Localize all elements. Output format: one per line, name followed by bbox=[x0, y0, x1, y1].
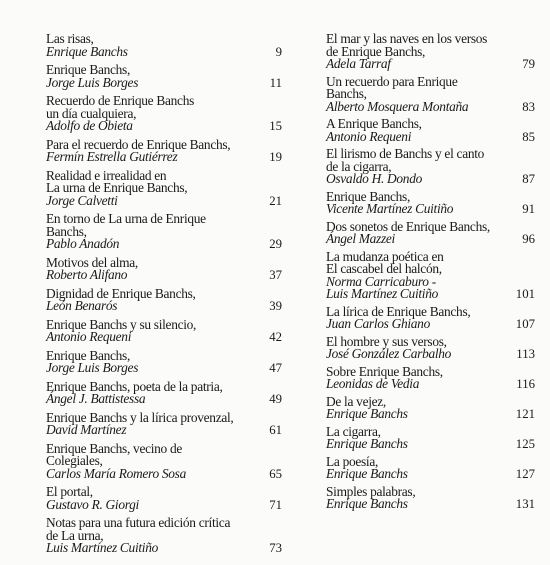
entry-author: Ángel J. Battistessa bbox=[46, 391, 146, 406]
entry-page-number: 121 bbox=[515, 407, 535, 421]
toc-entry bbox=[46, 33, 282, 58]
entry-page-number: 73 bbox=[269, 541, 282, 555]
entry-page-number: 127 bbox=[515, 467, 535, 481]
entry-title: En torno de La urna de Enrique Banchs, bbox=[46, 211, 206, 239]
toc-entry bbox=[46, 285, 282, 313]
toc-entry bbox=[46, 347, 282, 375]
toc-entry bbox=[46, 378, 282, 406]
left-column bbox=[46, 33, 282, 555]
entry-title: La lírica de Enrique Banchs, bbox=[326, 303, 471, 319]
toc-entry bbox=[46, 409, 282, 437]
toc-entry bbox=[326, 118, 535, 143]
entry-page-number: 83 bbox=[522, 99, 535, 114]
toc-entry bbox=[326, 393, 535, 421]
entry-title: Enrique Banchs, vecino de Colegiales, bbox=[46, 440, 183, 468]
entry-page-number: 61 bbox=[269, 423, 282, 437]
entry-author: Luis Martínez Cuitiño bbox=[46, 540, 158, 555]
entry-author: Antonio Requeni bbox=[326, 128, 412, 144]
toc-entry bbox=[326, 453, 535, 481]
entry-title: La cigarra, bbox=[326, 423, 381, 439]
entry-title: Enrique Banchs y la lírica provenzal, bbox=[46, 409, 234, 425]
toc-entry bbox=[46, 136, 282, 164]
entry-author: Enrique Banchs bbox=[326, 436, 408, 451]
entry-page-number: 47 bbox=[269, 361, 282, 375]
entry-page-number: 65 bbox=[269, 466, 282, 481]
entry-author: Enrique Banchs bbox=[46, 43, 128, 59]
entry-page-number: 107 bbox=[515, 317, 535, 331]
entry-title: Un recuerdo para Enrique Banchs, bbox=[326, 73, 458, 101]
entry-title: Dignidad de Enrique Banchs, bbox=[46, 285, 196, 301]
entry-author: Carlos María Romero Sosa bbox=[46, 465, 186, 481]
toc-entry bbox=[46, 517, 282, 555]
entry-page-number: 131 bbox=[515, 497, 535, 511]
entry-title: Enrique Banchs, poeta de la patria, bbox=[46, 378, 223, 394]
entry-page-number: 19 bbox=[269, 150, 282, 164]
entry-page-number: 96 bbox=[522, 232, 535, 246]
entry-author: Gustavo R. Giorgi bbox=[46, 496, 139, 512]
toc-entry bbox=[326, 248, 535, 301]
entry-page-number: 79 bbox=[522, 57, 535, 71]
entry-author: Jorge Luis Borges bbox=[46, 360, 139, 375]
toc-entry bbox=[326, 333, 535, 361]
toc-entry bbox=[46, 254, 282, 282]
toc-entry bbox=[326, 423, 535, 451]
entry-title: El lirismo de Banchs y el canto de la cigarra, bbox=[326, 146, 485, 174]
entry-author: Juan Carlos Ghiano bbox=[326, 316, 430, 331]
toc-entry bbox=[326, 33, 535, 71]
entry-page-number: 15 bbox=[269, 119, 282, 133]
entry-title: Sobre Enrique Banchs, bbox=[326, 363, 443, 379]
entry-page-number: 85 bbox=[522, 129, 535, 144]
entry-page-number: 21 bbox=[269, 193, 282, 208]
entry-author: Leonidas de Vedia bbox=[326, 376, 420, 391]
entry-title: El hombre y sus versos, bbox=[326, 333, 447, 349]
entry-author: Norma Carricaburo - Luis Martínez Cuitiño bbox=[326, 273, 438, 301]
entry-title: La poesía, bbox=[326, 453, 379, 469]
toc-entry bbox=[46, 167, 282, 208]
entry-title: Enrique Banchs, bbox=[46, 347, 131, 363]
entry-title: Simples palabras, bbox=[326, 483, 416, 499]
entry-title: La mudanza poética en El cascabel del halcón, bbox=[326, 248, 444, 276]
entry-page-number: 39 bbox=[269, 299, 282, 313]
entry-author: Osvaldo H. Dondo bbox=[326, 171, 422, 186]
entry-title: Realidad e irrealidad en La urna de Enrique Banchs, bbox=[46, 167, 188, 195]
entry-page-number: 101 bbox=[515, 287, 535, 301]
entry-author: David Martínez bbox=[46, 422, 127, 437]
entry-author: León Benarós bbox=[46, 298, 118, 313]
entry-author: Alberto Mosquera Montaña bbox=[326, 98, 469, 114]
entry-author: Antonio Requeni bbox=[46, 329, 132, 344]
toc-entry bbox=[326, 148, 535, 186]
entry-page-number: 29 bbox=[269, 237, 282, 251]
entry-title: Enrique Banchs, bbox=[46, 62, 131, 77]
entry-page-number: 87 bbox=[522, 172, 535, 186]
entry-title: De la vejez, bbox=[326, 393, 386, 409]
toc-entry bbox=[46, 213, 282, 251]
entry-author: Jorge Calvetti bbox=[46, 192, 118, 208]
entry-author: Vicente Martínez Cuitiño bbox=[326, 201, 454, 216]
toc-entry bbox=[46, 95, 282, 133]
entry-title: Las risas, bbox=[46, 31, 94, 46]
entry-title: Dos sonetos de Enrique Banchs, bbox=[326, 218, 490, 234]
entry-author: Adela Tarraf bbox=[326, 56, 391, 71]
entry-page-number: 42 bbox=[269, 330, 282, 344]
right-column bbox=[326, 33, 535, 511]
entry-page-number: 125 bbox=[515, 437, 535, 451]
toc-entry bbox=[326, 363, 535, 391]
toc-entry bbox=[326, 188, 535, 216]
toc-entry bbox=[46, 440, 282, 481]
entry-title: El mar y las naves en los versos de Enrique Banchs, bbox=[326, 31, 488, 59]
entry-author: Enrique Banchs bbox=[326, 406, 408, 421]
entry-title: Enrique Banchs, bbox=[326, 188, 411, 204]
toc-entry bbox=[326, 303, 535, 331]
entry-page-number: 49 bbox=[269, 392, 282, 406]
entry-page-number: 37 bbox=[269, 268, 282, 282]
entry-title: El portal, bbox=[46, 484, 93, 499]
toc-entry bbox=[46, 486, 282, 511]
entry-title: Enrique Banchs y su silencio, bbox=[46, 316, 197, 332]
entry-title: Motivos del alma, bbox=[46, 254, 138, 270]
entry-title: Notas para una futura edición crítica de La urna, bbox=[46, 515, 231, 543]
entry-page-number: 11 bbox=[269, 75, 282, 90]
entry-author: Enrique Banchs bbox=[326, 496, 408, 511]
entry-title: Recuerdo de Enrique Banchs un día cualquiera, bbox=[46, 93, 194, 121]
entry-page-number: 113 bbox=[516, 347, 535, 361]
entry-author: Ángel Mazzei bbox=[326, 231, 395, 246]
entry-page-number: 91 bbox=[522, 202, 535, 216]
entry-title: A Enrique Banchs, bbox=[326, 116, 422, 131]
entry-author: José González Carbalho bbox=[326, 346, 452, 361]
toc-entry bbox=[326, 73, 535, 114]
toc-entry bbox=[46, 316, 282, 344]
entry-author: Pablo Anadón bbox=[46, 236, 120, 251]
entry-page-number: 71 bbox=[269, 497, 282, 512]
entry-author: Fermín Estrella Gutiérrez bbox=[46, 149, 178, 164]
toc-entry bbox=[46, 64, 282, 89]
entry-author: Roberto Alifano bbox=[46, 267, 128, 282]
entry-author: Enrique Banchs bbox=[326, 466, 408, 481]
entry-author: Adolfo de Obieta bbox=[46, 118, 133, 133]
entry-page-number: 116 bbox=[516, 377, 535, 391]
toc-entry bbox=[326, 218, 535, 246]
entry-page-number: 9 bbox=[275, 44, 282, 59]
entry-author: Jorge Luis Borges bbox=[46, 74, 139, 90]
toc-entry bbox=[326, 483, 535, 511]
entry-title: Para el recuerdo de Enrique Banchs, bbox=[46, 136, 231, 152]
